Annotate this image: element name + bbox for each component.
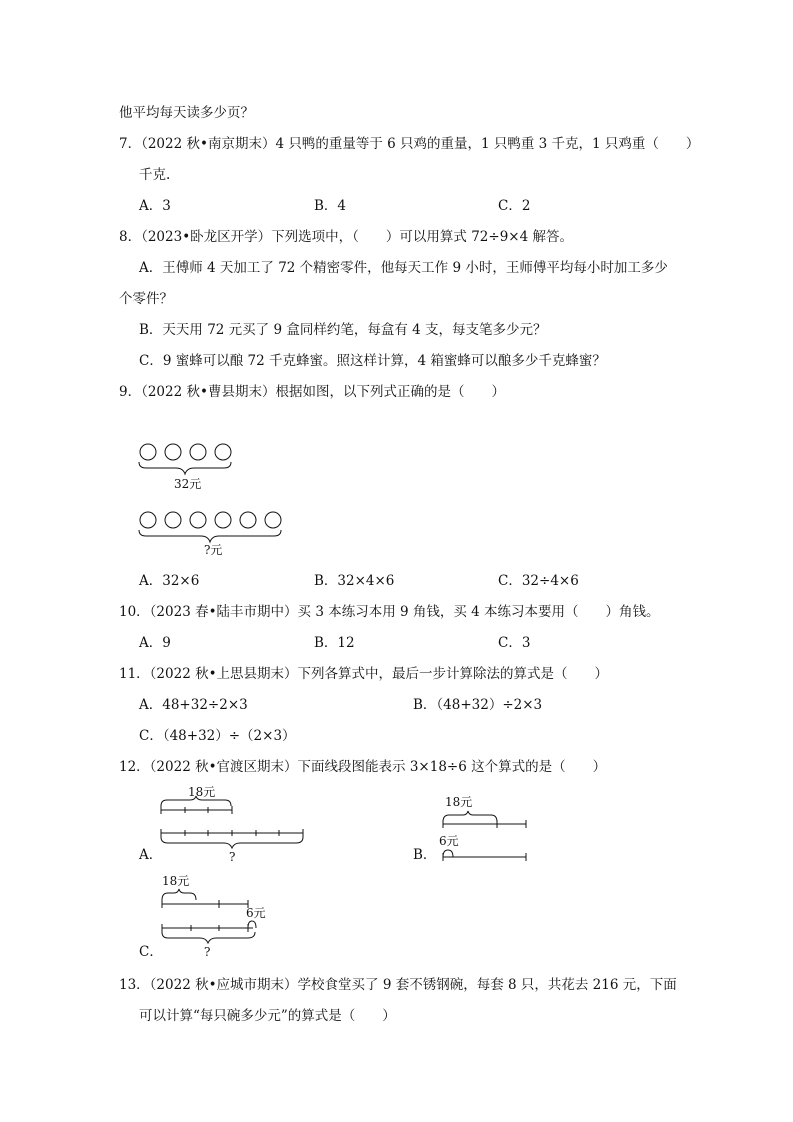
q9-option-a[interactable]: A．32×6 (139, 573, 200, 589)
q12-b-top-brace (443, 811, 497, 822)
q10-option-c[interactable]: C．3 (498, 635, 531, 651)
q12-a-bottom-label: ? (229, 850, 236, 864)
q8-option-a-cont: 个零件？ (119, 291, 173, 307)
question-6-tail: 他平均每天读多少页？ (119, 105, 254, 121)
q12-figure-c (158, 872, 298, 962)
q7-option-a[interactable]: A．3 (139, 198, 171, 214)
q9-bottom-circles (140, 512, 281, 528)
q12-option-b[interactable]: B． (413, 847, 437, 863)
q9-bottom-brace (139, 530, 281, 542)
q12-c-bottom-label: ? (204, 945, 211, 959)
circle-icon (190, 512, 206, 528)
question-10-stem: 10．（2023 春•陆丰市期中）买 3 本练习本用 9 角钱，买 4 本练习本要用（ ）角钱。 (119, 604, 660, 620)
circle-icon (165, 512, 181, 528)
q9-top-brace (139, 462, 231, 474)
q12-option-c[interactable]: C． (139, 944, 163, 960)
q12-figure-a (158, 784, 318, 864)
q8-option-c[interactable]: C．9 蜜蜂可以酿 72 千克蜂蜜。照这样计算，4 箱蜜蜂可以酿多少千克蜂蜜？ (139, 353, 606, 369)
q10-option-b[interactable]: B．12 (314, 635, 355, 651)
question-7-stem: 7．（2022 秋•南京期末）4 只鸭的重量等于 6 只鸡的重量，1 只鸭重 3 千克，1 只鸡重（ ） (119, 136, 700, 152)
q10-option-a[interactable]: A．9 (139, 635, 171, 651)
q12-c-small-brace (248, 921, 256, 928)
q12-b-bottom-label: 6元 (439, 834, 459, 848)
q9-bottom-label: ?元 (204, 543, 223, 557)
q8-option-b[interactable]: B．天天用 72 元买了 9 盒同样约笔，每盒有 4 支，每支笔多少元？ (139, 322, 547, 338)
question-9-stem: 9．（2022 秋•曹县期末）根据如图，以下列式正确的是（ ） (119, 384, 505, 400)
q9-option-c[interactable]: C．32÷4×6 (498, 573, 579, 589)
q12-c-top-brace (162, 889, 196, 900)
q12-a-top-label: 18元 (188, 785, 216, 799)
q9-top-circles (140, 444, 231, 460)
circle-icon (140, 512, 156, 528)
question-11-stem: 11．（2022 秋•上思县期末）下列各算式中，最后一步计算除法的算式是（ ） (119, 666, 609, 682)
circle-icon (265, 512, 281, 528)
q12-figure-b (438, 793, 548, 863)
q12-c-bottom-brace (162, 932, 255, 943)
q9-option-b[interactable]: B．32×4×6 (314, 573, 395, 589)
circle-icon (190, 444, 206, 460)
question-8-stem: 8．（2023•卧龙区开学）下列选项中，（ ）可以用算式 72÷9×4 解答。 (119, 229, 573, 245)
question-13-stem-cont: 可以计算“每只碗多少元”的算式是（ ） (139, 1008, 396, 1024)
q11-option-c[interactable]: C．（48+32）÷（2×3） (139, 728, 296, 744)
circle-icon (215, 512, 231, 528)
circle-icon (215, 444, 231, 460)
q11-option-b[interactable]: B．（48+32）÷2×3 (413, 697, 543, 713)
question-7-stem-cont: 千克. (139, 167, 171, 183)
q12-b-small-brace (443, 850, 453, 857)
q12-b-top-label: 18元 (445, 795, 473, 809)
circle-icon (140, 444, 156, 460)
circle-icon (240, 512, 256, 528)
q12-option-a[interactable]: A． (139, 847, 163, 863)
q7-option-b[interactable]: B．4 (314, 198, 347, 214)
q11-option-a[interactable]: A．48+32÷2×3 (139, 697, 248, 713)
q9-top-label: 32元 (174, 477, 202, 491)
q12-c-right-label: 6元 (246, 906, 266, 920)
question-13-stem: 13．（2022 秋•应城市期末）学校食堂买了 9 套不锈钢碗，每套 8 只，共花去 216 元，下面 (119, 977, 677, 993)
question-12-stem: 12．（2022 秋•官渡区期末）下面线段图能表示 3×18÷6 这个算式的是（ ） (119, 759, 607, 775)
q12-c-top-label: 18元 (162, 874, 190, 888)
circle-icon (165, 444, 181, 460)
q8-option-a[interactable]: A．王傅师 4 天加工了 72 个精密零件，他每天工作 9 小时，王师傅平均每小时加工多少 (139, 260, 668, 276)
q12-a-bottom-brace (161, 837, 303, 848)
q7-option-c[interactable]: C．2 (498, 198, 531, 214)
q9-figure (136, 440, 296, 580)
